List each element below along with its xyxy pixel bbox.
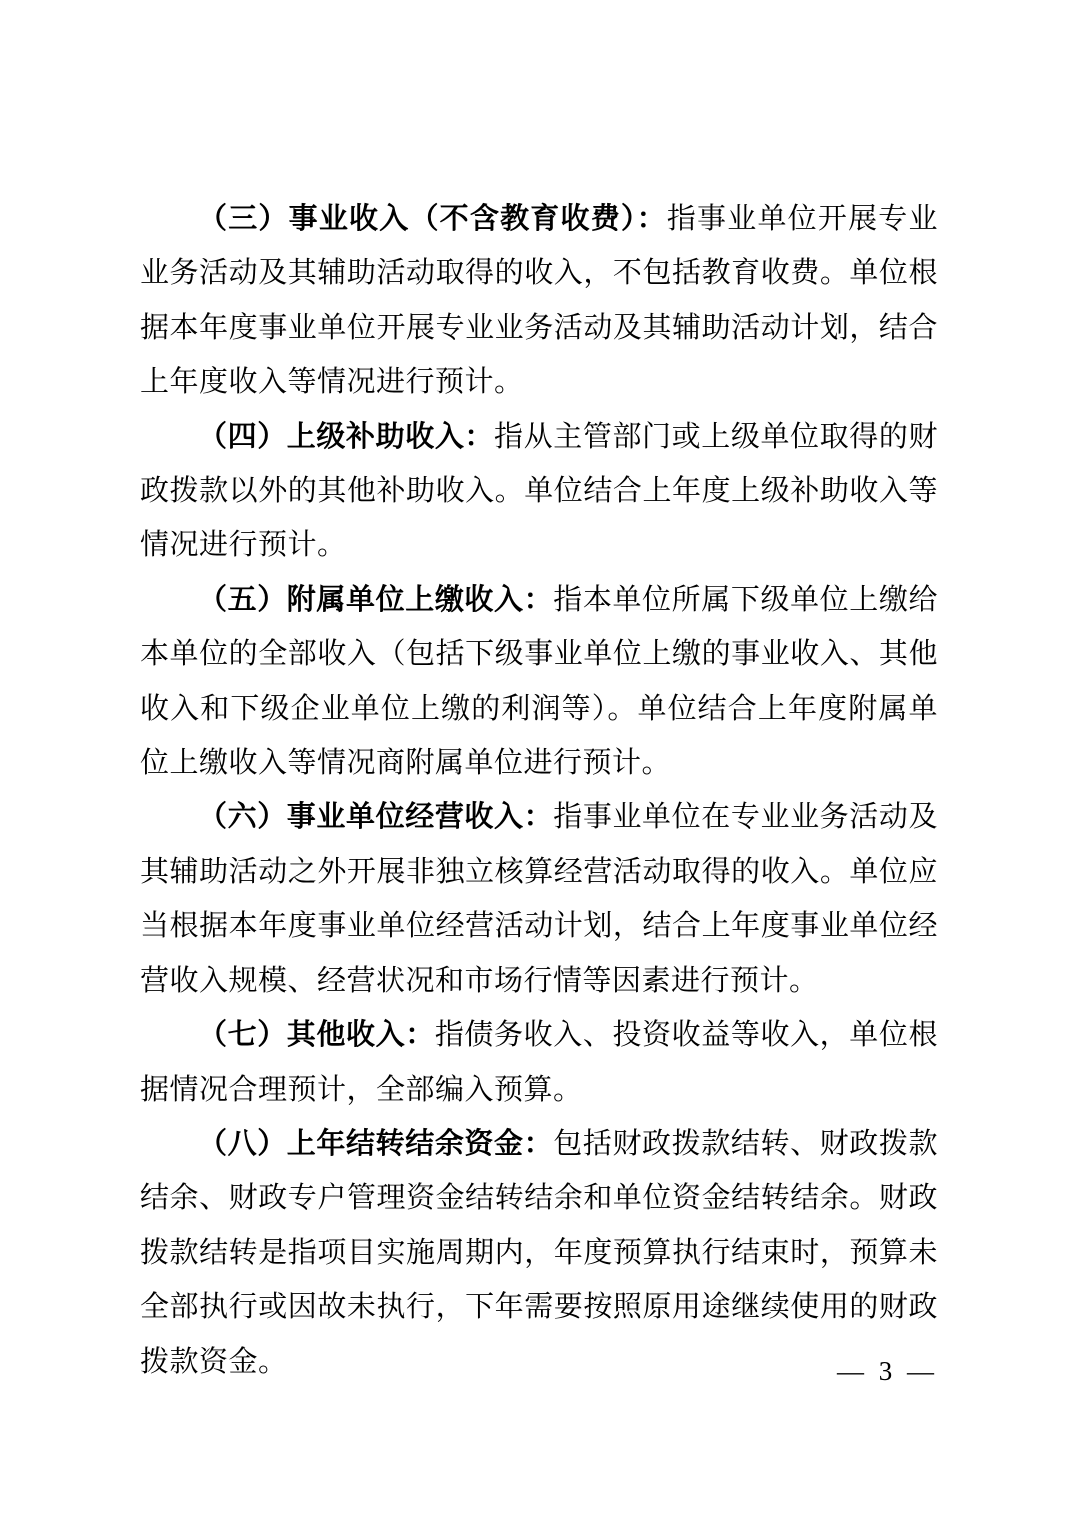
paragraph-item-3 <box>140 192 938 410</box>
paragraph-body: 指事业单位在专业业务活动及其辅助活动之外开展非独立核算经营活动取得的收入。单位应当根据本年度事业单位经营活动计划，结合上年度事业单位经营收入规模、经营状况和市场行情等因素进行预计。 <box>140 801 938 997</box>
paragraph-item-5 <box>140 573 938 791</box>
paragraph-body: 指债务收入、投资收益等收入，单位根据情况合理预计，全部编入预算。 <box>140 1019 938 1106</box>
paragraph-body: 指本单位所属下级单位上缴给本单位的全部收入（包括下级事业单位上缴的事业收入、其他收入和下级企业单位上缴的利润等）。单位结合上年度附属单位上缴收入等情况商附属单位进行预计。 <box>140 583 938 780</box>
paragraph-lead: （八）上年结转结余资金： <box>198 1127 554 1160</box>
paragraph-item-7 <box>140 1008 938 1117</box>
paragraph-lead: （三）事业收入（不含教育收费）： <box>198 203 667 235</box>
document-text-block <box>140 192 938 1389</box>
paragraph-lead: （六）事业单位经营收入： <box>198 801 554 834</box>
page-number: — 3 — <box>837 1356 938 1386</box>
paragraph-lead: （五）附属单位上缴收入： <box>198 583 554 616</box>
paragraph-body: 包括财政拨款结转、财政拨款结余、财政专户管理资金结转结余和单位资金结转结余。财政拨款结转是指项目实施周期内，年度预算执行结束时，预算未全部执行或因故未执行，下年需要按照原用途继续使用的财政拨款资金。 <box>140 1127 938 1378</box>
paragraph-body: 指从主管部门或上级单位取得的财政拨款以外的其他补助收入。单位结合上年度上级补助收入等情况进行预计。 <box>140 420 938 562</box>
paragraph-body: 指事业单位开展专业业务活动及其辅助活动取得的收入，不包括教育收费。单位根据本年度事业单位开展专业业务活动及其辅助活动计划，结合上年度收入等情况进行预计。 <box>140 203 938 399</box>
paragraph-item-4 <box>140 410 938 573</box>
paragraph-item-6 <box>140 790 938 1008</box>
paragraph-item-8 <box>140 1117 938 1389</box>
paragraph-lead: （七）其他收入： <box>198 1019 435 1052</box>
paragraph-lead: （四）上级补助收入： <box>198 420 495 453</box>
